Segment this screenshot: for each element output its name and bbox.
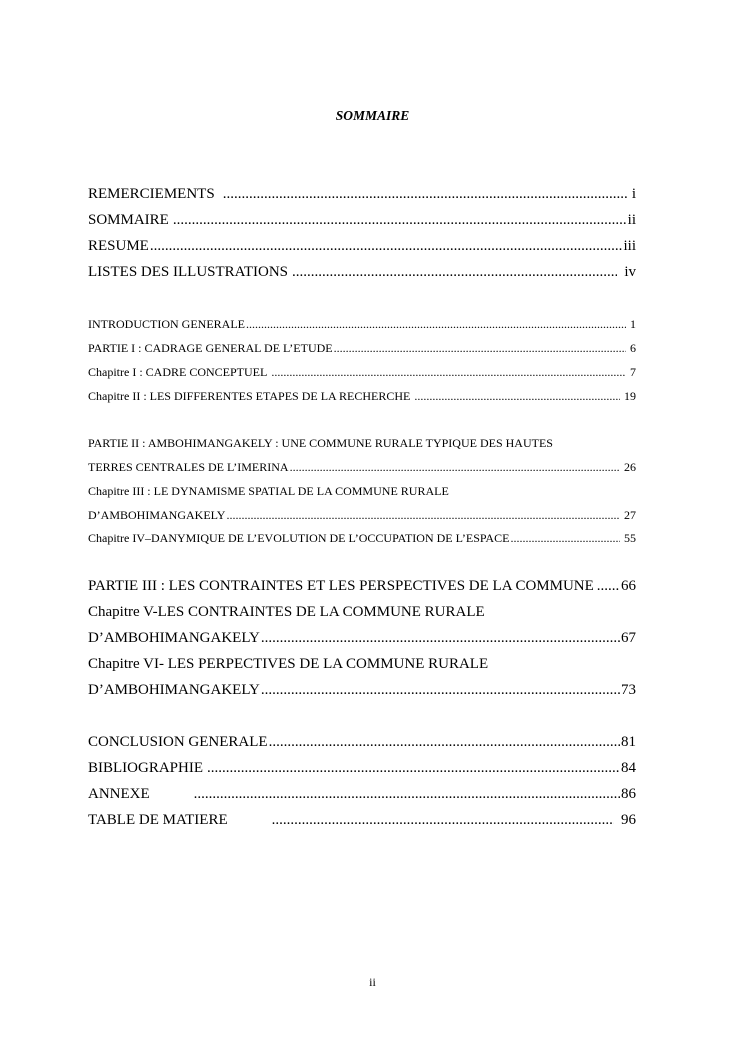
toc-label: CONCLUSION GENERALE <box>88 734 268 750</box>
toc-entry-chapitre-1 <box>88 365 636 380</box>
toc-leader <box>261 682 620 699</box>
toc-entry-chapitre-3-line1: Chapitre III : LE DYNAMISME SPATIAL DE LA COMMUNE RURALE <box>88 484 449 498</box>
toc-page: iv <box>624 264 636 280</box>
toc-label: ANNEXE <box>88 786 150 802</box>
toc-entry-listes <box>88 264 636 281</box>
toc-leader <box>150 238 623 255</box>
toc-label: Chapitre I : CADRE CONCEPTUEL <box>88 365 268 379</box>
toc-page: 1 <box>630 317 636 331</box>
toc-page: i <box>631 186 636 202</box>
toc-label: D’AMBOHIMANGAKELY <box>88 508 226 522</box>
toc-page: 27 <box>624 508 636 522</box>
toc-page: 19 <box>624 389 636 403</box>
toc-page: 73 <box>621 682 636 698</box>
toc-entry-partie-2-line1: PARTIE II : AMBOHIMANGAKELY : UNE COMMUNE RURALE TYPIQUE DES HAUTES <box>88 436 553 450</box>
toc-page: 66 <box>621 578 636 594</box>
toc-label: REMERCIEMENTS <box>88 186 215 202</box>
toc-leader <box>194 786 620 803</box>
toc-entry-introduction <box>88 317 636 332</box>
toc-leader <box>414 389 620 404</box>
toc-leader <box>207 760 620 777</box>
toc-entry-remerciements <box>88 186 636 203</box>
page-title: SOMMAIRE <box>335 108 410 123</box>
toc-entry-bibliographie <box>88 760 636 777</box>
toc-entry-chapitre-6 <box>88 682 636 699</box>
toc-entry-partie-3 <box>88 578 636 595</box>
toc-leader <box>272 812 614 829</box>
toc-leader <box>290 460 620 475</box>
toc-label: RESUME <box>88 238 149 254</box>
toc-label: TERRES CENTRALES DE L’IMERINA <box>88 460 289 474</box>
toc-label: D’AMBOHIMANGAKELY <box>88 682 260 698</box>
toc-leader <box>597 578 620 595</box>
toc-entry-conclusion <box>88 734 636 751</box>
toc-label: PARTIE III : LES CONTRAINTES ET LES PERSPECTIVES DE LA COMMUNE <box>88 578 594 594</box>
toc-entry-annexe <box>88 786 636 803</box>
toc-label: INTRODUCTION GENERALE <box>88 317 245 331</box>
toc-entry-chapitre-2 <box>88 389 636 404</box>
toc-entry-chapitre-3 <box>88 508 636 523</box>
toc-leader <box>223 186 627 203</box>
toc-leader <box>292 264 617 281</box>
toc-label: Chapitre IV–DANYMIQUE DE L’EVOLUTION DE L’OCCUPATION DE L’ESPACE <box>88 531 510 545</box>
toc-leader <box>173 212 627 229</box>
toc-leader <box>510 531 620 546</box>
toc-entry-table-matiere <box>88 812 636 829</box>
toc-page: iii <box>623 238 636 254</box>
toc-page: 84 <box>621 760 636 776</box>
toc-label: BIBLIOGRAPHIE <box>88 760 203 776</box>
toc-leader <box>269 734 620 751</box>
toc-page: 81 <box>621 734 636 750</box>
toc-entry-resume <box>88 238 636 255</box>
toc-entry-partie-1 <box>88 341 636 356</box>
toc-page: 96 <box>621 812 636 828</box>
toc-entry-chapitre-4 <box>88 531 636 546</box>
toc-entry-partie-2 <box>88 460 636 475</box>
toc-leader <box>334 341 626 356</box>
toc-page: 6 <box>630 341 636 355</box>
toc-entry-sommaire <box>88 212 636 229</box>
toc-label: LISTES DES ILLUSTRATIONS <box>88 264 289 280</box>
toc-leader <box>271 365 626 380</box>
toc-leader <box>261 630 620 647</box>
toc-label: Chapitre II : LES DIFFERENTES ETAPES DE LA RECHERCHE <box>88 389 411 403</box>
toc-label: PARTIE I : CADRAGE GENERAL DE L’ETUDE <box>88 341 333 355</box>
toc-label: D’AMBOHIMANGAKELY <box>88 630 260 646</box>
toc-page: 7 <box>630 365 636 379</box>
toc-entry-chapitre-6-line1: Chapitre VI- LES PERPECTIVES DE LA COMMUNE RURALE <box>88 656 489 672</box>
toc-leader <box>226 508 620 523</box>
toc-page: 86 <box>621 786 636 802</box>
toc-entry-chapitre-5 <box>88 630 636 647</box>
page-number: ii <box>369 975 376 989</box>
toc-label: SOMMAIRE <box>88 212 169 228</box>
toc-page: 55 <box>624 531 636 545</box>
toc-page: ii <box>627 212 636 228</box>
toc-entry-chapitre-5-line1: Chapitre V-LES CONTRAINTES DE LA COMMUNE RURALE <box>88 604 485 620</box>
toc-page: 26 <box>624 460 636 474</box>
toc-leader <box>246 317 626 332</box>
toc-label: TABLE DE MATIERE <box>88 812 228 828</box>
toc-page: 67 <box>621 630 636 646</box>
